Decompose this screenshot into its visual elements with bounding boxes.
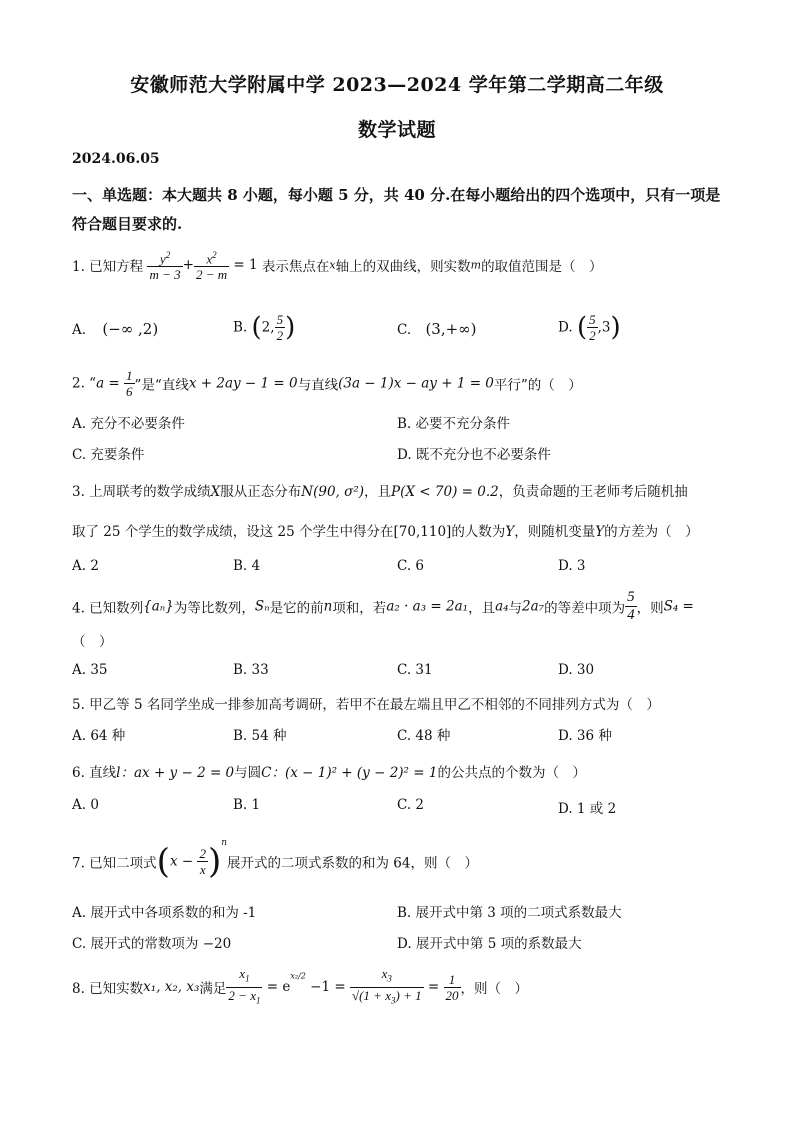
question-6: 6. 直线l：ax + y − 2 = 0与圆C：(x − 1)² + (y − 2)² = 1的公共点的个数为（ ） xyxy=(72,765,586,781)
question-4-line-1: 4. 已知数列{aₙ}为等比数列，Sₙ是它的前n项和，若a₂ · a₃ = 2a₁，且a₄与2a₇的等差中项为 $\frac{5}{4}$ ，则S₄ = xyxy=(72,589,694,623)
q6-option-a: A. 0 xyxy=(72,797,99,813)
q6-option-c: C. 2 xyxy=(397,797,425,813)
q4-option-a: A. 35 xyxy=(72,662,108,678)
q1-m-var: m xyxy=(470,258,482,272)
q5-option-d: D. 36 种 xyxy=(558,728,612,744)
question-7: 7. 已知二项式(x − $\frac{2}{x}$ )$^n$展开式的二项式系数的和为 64，则（ ） xyxy=(72,838,478,882)
q1-text-end: 的取值范围是（ ） xyxy=(481,259,603,276)
q7-option-a: A. 展开式中各项系数的和为 -1 xyxy=(72,905,257,921)
q2-option-a: A. 充分不必要条件 xyxy=(72,416,185,432)
q7-option-c: C. 展开式的常数项为 −20 xyxy=(72,936,232,952)
question-3-line-2: 取了 25 个学生的数学成绩，设这 25 个学生中得分在[70,110]的人数为Y，则随机变量Y的方差为（ ） xyxy=(72,524,699,540)
q6-option-b: B. 1 xyxy=(233,797,261,813)
q3-option-b: B. 4 xyxy=(233,558,261,574)
q1-frac-1: $\frac{y^2}{m - 3}$ xyxy=(149,250,181,283)
section-heading: 一、单选题：本大题共 8 小题，每小题 5 分，共 40 分.在每小题给出的四个选项中，只有一项是符合题目要求的. xyxy=(72,186,721,233)
q7-option-d: D. 展开式中第 5 项的系数最大 xyxy=(397,936,582,952)
q3-option-a: A. 2 xyxy=(72,558,99,574)
question-4-line-2: （ ） xyxy=(72,634,113,650)
q1-text-mid: 表示焦点在 xyxy=(261,259,330,276)
q2-line2-eq: (3a − 1)x − ay + 1 = 0 xyxy=(338,375,494,392)
question-8: 8. 已知实数x₁, x₂, x₃满足 $\frac{x_1}{2 - x_1}$ = $e^{x_2/2} -1$ = $\frac{x_3}{√(1 + x_3) + 1}$ = $\frac{1}{20}$ ，则（ ） xyxy=(72,966,528,1006)
question-1: 1. 已知方程 $\frac{y^2}{m - 3}$ + $\frac{x^2}{2 - m}$ = 1 表示焦点在x轴上的双曲线，则实数m的取值范围是（ ） xyxy=(72,250,603,283)
q4-option-b: B. 33 xyxy=(233,662,269,678)
q2-line1-eq: x + 2ay − 1 = 0 xyxy=(188,375,298,392)
question-3-line-1: 3. 上周联考的数学成绩X服从正态分布N(90, σ²)，且P(X < 70) = 0.2，负责命题的王老师考后随机抽 xyxy=(72,484,688,500)
exam-title: 安徽师范大学附属中学 2023—2024 学年第二学期高二年级 xyxy=(130,74,664,96)
q7-option-b: B. 展开式中第 3 项的二项式系数最大 xyxy=(397,905,622,921)
q1-option-b: B. (2, $\frac{5}{2}$ ) xyxy=(233,312,296,343)
q6-option-d: D. 1 或 2 xyxy=(558,801,617,817)
q1-option-d: D. ( $\frac{5}{2}$ ,3) xyxy=(558,312,621,343)
q2-option-d: D. 既不充分也不必要条件 xyxy=(397,447,551,463)
q5-option-c: C. 48 种 xyxy=(397,728,451,744)
q2-option-b: B. 必要不充分条件 xyxy=(397,416,511,432)
q3-option-d: D. 3 xyxy=(558,558,586,574)
q1-text-mid2: 轴上的双曲线，则实数 xyxy=(335,259,471,276)
q1-frac-2: $\frac{x^2}{2 - m}$ xyxy=(195,250,228,283)
question-2: 2. “a = $\frac{1}{6}$ ”是“直线x + 2ay − 1 = 0与直线(3a − 1)x − ay + 1 = 0平行”的（ ） xyxy=(72,368,582,399)
exam-date: 2024.06.05 xyxy=(72,151,160,167)
exam-subtitle: 数学试题 xyxy=(357,119,436,141)
q1-option-c: C. (3,+∞) xyxy=(397,320,477,338)
q4-option-c: C. 31 xyxy=(397,662,433,678)
q5-option-b: B. 54 种 xyxy=(233,728,287,744)
q1-x-var: x xyxy=(329,258,336,272)
q1-option-a: A. (−∞ ,2) xyxy=(72,320,159,338)
q3-option-c: C. 6 xyxy=(397,558,425,574)
q5-option-a: A. 64 种 xyxy=(72,728,126,744)
q1-prefix: 1. 已知方程 xyxy=(72,259,144,276)
question-5: 5. 甲乙等 5 名同学坐成一排参加高考调研，若甲不在最左端且甲乙不相邻的不同排列方式为（ ） xyxy=(72,697,660,713)
q4-option-d: D. 30 xyxy=(558,662,595,678)
q2-option-c: C. 充要条件 xyxy=(72,447,145,463)
